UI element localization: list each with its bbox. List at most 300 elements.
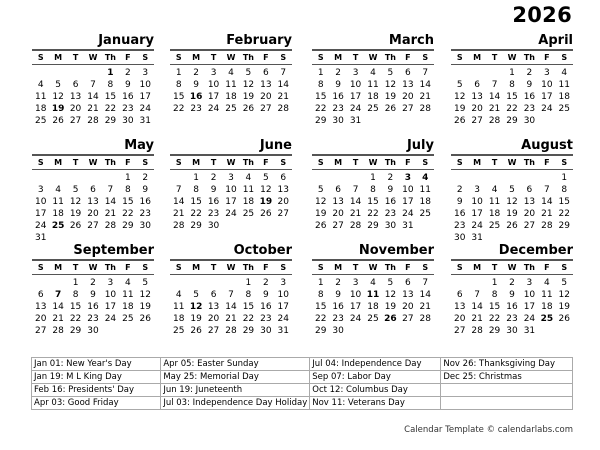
- day-cell: 26: [453, 116, 466, 126]
- empty-day: [32, 67, 49, 79]
- day-cell: 4: [228, 68, 234, 78]
- holiday-cell: Nov 26: Thanksgiving Day: [441, 358, 573, 371]
- day-cell: 3: [352, 68, 359, 78]
- day-grid: [32, 277, 154, 337]
- day-cell: 2: [387, 173, 394, 183]
- weekday-label: S: [561, 53, 568, 62]
- weekday-label: M: [473, 53, 482, 62]
- holiday-cell: Jul 04: Independence Day: [310, 358, 441, 371]
- day-grid: [312, 172, 434, 232]
- day-cell: 13: [402, 290, 414, 300]
- weekday-label: S: [317, 158, 324, 167]
- empty-day: [468, 277, 485, 289]
- month-title: October: [170, 243, 292, 261]
- empty-day: [451, 67, 468, 79]
- month-april: [451, 33, 573, 127]
- weekday-label: S: [422, 158, 429, 167]
- day-cell: 21: [541, 209, 553, 219]
- day-cell: 20: [471, 104, 483, 114]
- day-cell: 4: [491, 185, 498, 195]
- day-cell: 18: [367, 92, 379, 102]
- weekday-label: Th: [523, 263, 535, 272]
- day-cell: 29: [367, 221, 379, 231]
- day-cell: 26: [506, 221, 518, 231]
- weekday-label: W: [507, 158, 517, 167]
- day-cell: 13: [207, 302, 220, 312]
- day-cell: 10: [349, 80, 362, 90]
- day-cell: 30: [332, 326, 344, 336]
- day-cell: 29: [314, 326, 327, 336]
- day-cell: 25: [242, 209, 255, 219]
- day-cell: 19: [190, 314, 202, 324]
- holiday-cell: Apr 05: Easter Sunday: [161, 358, 310, 371]
- holiday-cell: Feb 16: Presidents' Day: [32, 384, 161, 397]
- day-cell: 8: [245, 290, 252, 300]
- day-cell: 4: [245, 173, 252, 183]
- day-cell: 6: [404, 68, 411, 78]
- month-january: [32, 33, 154, 127]
- day-cell: 23: [384, 209, 397, 219]
- holiday-day: 25: [540, 314, 554, 324]
- empty-day: [347, 172, 364, 184]
- day-cell: 21: [87, 104, 99, 114]
- month-march: [312, 33, 434, 127]
- day-cell: 10: [402, 185, 414, 195]
- weekday-label: Th: [384, 158, 396, 167]
- day-cell: 27: [277, 209, 289, 219]
- weekday-label: Th: [242, 53, 254, 62]
- empty-day: [32, 172, 49, 184]
- day-cell: 21: [52, 314, 64, 324]
- day-cell: 21: [488, 104, 501, 114]
- day-cell: 28: [87, 116, 99, 126]
- empty-day: [468, 67, 485, 79]
- weekday-label: W: [226, 263, 236, 272]
- day-cell: 2: [262, 278, 269, 288]
- day-cell: 6: [335, 185, 341, 195]
- weekday-label: W: [88, 53, 98, 62]
- day-grid: [170, 172, 292, 232]
- day-cell: 12: [506, 197, 518, 207]
- day-cell: 16: [260, 302, 272, 312]
- day-cell: 29: [190, 221, 202, 231]
- day-cell: 29: [122, 221, 134, 231]
- day-cell: 2: [124, 68, 131, 78]
- day-cell: 9: [509, 290, 515, 300]
- holiday-cell: Jul 03: Independence Day Holiday: [161, 397, 310, 410]
- weekday-label: Th: [104, 263, 116, 272]
- day-cell: 11: [225, 80, 237, 90]
- day-cell: 4: [370, 278, 376, 288]
- day-cell: 17: [349, 302, 362, 312]
- month-december: [451, 243, 573, 337]
- day-cell: 13: [523, 197, 536, 207]
- day-cell: 3: [526, 278, 533, 288]
- day-cell: 26: [558, 314, 570, 324]
- day-cell: 2: [509, 278, 515, 288]
- month-title: March: [312, 33, 434, 51]
- day-cell: 12: [453, 92, 466, 102]
- month-september: [32, 243, 154, 337]
- day-cell: 25: [172, 326, 185, 336]
- day-cell: 11: [419, 185, 431, 195]
- weekday-label: F: [125, 158, 131, 167]
- day-cell: 29: [104, 116, 117, 126]
- day-cell: 30: [87, 326, 99, 336]
- day-cell: 16: [384, 197, 397, 207]
- weekday-label: M: [54, 53, 63, 62]
- day-cell: 21: [419, 92, 431, 102]
- holiday-day: 4: [422, 173, 429, 183]
- weekday-label: T: [210, 53, 217, 62]
- day-cell: 1: [370, 173, 376, 183]
- day-cell: 7: [491, 80, 498, 90]
- day-cell: 7: [175, 185, 182, 195]
- day-cell: 20: [277, 197, 289, 207]
- empty-day: [521, 172, 538, 184]
- holiday-day: 1: [107, 68, 114, 78]
- day-cell: 3: [474, 185, 480, 195]
- day-cell: 30: [332, 116, 344, 126]
- day-cell: 7: [422, 278, 429, 288]
- weekday-label: S: [142, 158, 149, 167]
- weekday-label: S: [142, 263, 149, 272]
- day-cell: 21: [471, 314, 483, 324]
- day-cell: 24: [523, 314, 536, 324]
- month-title: September: [32, 243, 154, 261]
- day-cell: 22: [367, 209, 379, 219]
- weekday-label: F: [263, 263, 269, 272]
- day-cell: 9: [335, 290, 341, 300]
- day-cell: 16: [453, 209, 466, 219]
- day-cell: 27: [260, 104, 272, 114]
- day-cell: 1: [124, 173, 131, 183]
- day-cell: 22: [104, 104, 117, 114]
- day-cell: 19: [384, 92, 397, 102]
- day-cell: 1: [317, 278, 324, 288]
- empty-day: [486, 67, 503, 79]
- empty-day: [32, 277, 49, 289]
- empty-day: [222, 277, 239, 289]
- day-cell: 13: [69, 92, 82, 102]
- day-cell: 13: [471, 92, 483, 102]
- holiday-cell: Sep 07: Labor Day: [310, 371, 441, 384]
- holiday-day: 7: [55, 290, 62, 300]
- empty-day: [503, 172, 520, 184]
- holiday-row: [32, 397, 573, 410]
- day-cell: 10: [225, 185, 237, 195]
- weekday-label: T: [352, 53, 359, 62]
- day-cell: 4: [37, 80, 44, 90]
- day-cell: 11: [122, 290, 134, 300]
- day-cell: 17: [523, 302, 536, 312]
- holiday-day: 3: [404, 173, 411, 183]
- day-cell: 11: [367, 80, 379, 90]
- day-cell: 2: [335, 278, 341, 288]
- day-cell: 18: [488, 209, 501, 219]
- footer-credit: Calendar Template © calendarlabs.com: [404, 425, 573, 435]
- day-cell: 18: [52, 209, 64, 219]
- day-cell: 18: [541, 302, 553, 312]
- month-title: August: [451, 138, 573, 156]
- day-cell: 20: [260, 92, 272, 102]
- day-cell: 27: [453, 326, 466, 336]
- weekday-label: M: [192, 53, 201, 62]
- day-grid: [32, 67, 154, 127]
- weekday-header: [32, 261, 154, 275]
- weekday-label: T: [72, 158, 79, 167]
- day-cell: 7: [352, 185, 359, 195]
- day-cell: 6: [474, 80, 480, 90]
- day-cell: 25: [34, 116, 47, 126]
- day-cell: 26: [314, 221, 327, 231]
- day-cell: 12: [242, 80, 255, 90]
- day-cell: 13: [332, 197, 344, 207]
- day-cell: 12: [139, 290, 151, 300]
- day-cell: 28: [104, 221, 117, 231]
- weekday-label: W: [88, 263, 98, 272]
- day-cell: 1: [491, 278, 498, 288]
- weekday-label: T: [491, 158, 498, 167]
- holiday-row: [32, 371, 573, 384]
- day-cell: 2: [142, 173, 149, 183]
- day-cell: 29: [506, 116, 518, 126]
- day-cell: 24: [104, 314, 117, 324]
- holiday-day: 16: [189, 92, 203, 102]
- weekday-label: T: [72, 263, 79, 272]
- day-cell: 22: [488, 314, 501, 324]
- weekday-label: F: [125, 53, 131, 62]
- day-cell: 12: [69, 197, 82, 207]
- day-cell: 31: [523, 326, 536, 336]
- day-cell: 16: [207, 197, 220, 207]
- day-cell: 27: [471, 116, 483, 126]
- day-cell: 24: [139, 104, 151, 114]
- day-cell: 14: [541, 197, 553, 207]
- day-cell: 22: [69, 314, 82, 324]
- weekday-label: S: [456, 263, 463, 272]
- weekday-label: F: [405, 263, 411, 272]
- day-cell: 14: [349, 197, 362, 207]
- empty-day: [67, 172, 84, 184]
- day-cell: 17: [277, 302, 289, 312]
- day-cell: 20: [69, 104, 82, 114]
- weekday-label: Th: [104, 53, 116, 62]
- holiday-row: [32, 358, 573, 371]
- empty-day: [49, 277, 66, 289]
- day-cell: 30: [523, 116, 536, 126]
- day-cell: 25: [419, 209, 431, 219]
- weekday-label: F: [405, 53, 411, 62]
- day-cell: 28: [225, 326, 237, 336]
- day-cell: 18: [367, 302, 379, 312]
- day-cell: 27: [207, 326, 220, 336]
- weekday-label: M: [54, 158, 63, 167]
- day-cell: 15: [314, 92, 327, 102]
- day-cell: 3: [37, 185, 44, 195]
- empty-day: [486, 172, 503, 184]
- day-cell: 15: [506, 92, 518, 102]
- day-cell: 22: [314, 314, 327, 324]
- day-cell: 6: [210, 290, 217, 300]
- empty-day: [84, 172, 101, 184]
- day-cell: 13: [260, 80, 272, 90]
- holiday-day: 11: [366, 290, 380, 300]
- day-cell: 29: [69, 326, 82, 336]
- day-cell: 22: [172, 104, 185, 114]
- day-cell: 7: [474, 290, 480, 300]
- day-cell: 24: [349, 104, 362, 114]
- month-title: May: [32, 138, 154, 156]
- day-cell: 3: [352, 278, 359, 288]
- day-cell: 7: [422, 68, 429, 78]
- day-cell: 6: [526, 185, 533, 195]
- day-cell: 6: [456, 290, 463, 300]
- day-cell: 30: [506, 326, 518, 336]
- day-cell: 7: [107, 185, 114, 195]
- day-cell: 8: [107, 80, 114, 90]
- day-cell: 20: [332, 209, 344, 219]
- day-cell: 20: [402, 92, 414, 102]
- day-cell: 28: [541, 221, 553, 231]
- day-cell: 31: [402, 221, 414, 231]
- day-cell: 31: [34, 233, 47, 243]
- day-cell: 5: [245, 68, 252, 78]
- weekday-label: S: [280, 53, 287, 62]
- weekday-label: T: [352, 263, 359, 272]
- weekday-label: M: [192, 263, 201, 272]
- weekday-label: F: [544, 263, 550, 272]
- day-cell: 11: [488, 197, 501, 207]
- day-cell: 8: [509, 80, 515, 90]
- day-cell: 19: [506, 209, 518, 219]
- day-cell: 15: [190, 197, 202, 207]
- day-cell: 3: [142, 68, 149, 78]
- holiday-day: 26: [384, 314, 397, 324]
- weekday-header: [312, 51, 434, 65]
- day-cell: 25: [367, 104, 379, 114]
- weekday-label: S: [37, 158, 44, 167]
- weekday-label: S: [317, 53, 324, 62]
- day-cell: 9: [387, 185, 394, 195]
- day-cell: 15: [69, 302, 82, 312]
- day-cell: 14: [172, 197, 185, 207]
- day-cell: 23: [87, 314, 99, 324]
- day-cell: 24: [402, 209, 414, 219]
- day-cell: 15: [558, 197, 570, 207]
- day-cell: 25: [488, 221, 501, 231]
- day-cell: 10: [34, 197, 47, 207]
- day-cell: 25: [122, 314, 134, 324]
- day-cell: 4: [543, 278, 550, 288]
- empty-day: [170, 172, 187, 184]
- day-cell: 13: [34, 302, 47, 312]
- day-cell: 23: [122, 104, 134, 114]
- weekday-label: Th: [384, 53, 396, 62]
- day-cell: 5: [142, 278, 149, 288]
- day-cell: 7: [543, 185, 550, 195]
- weekday-label: S: [422, 53, 429, 62]
- day-cell: 30: [384, 221, 397, 231]
- day-cell: 9: [262, 290, 269, 300]
- day-cell: 25: [558, 104, 570, 114]
- holiday-cell: Jan 01: New Year's Day: [32, 358, 161, 371]
- weekday-label: S: [280, 263, 287, 272]
- day-cell: 20: [87, 209, 99, 219]
- month-july: [312, 138, 434, 232]
- day-grid: [170, 67, 292, 115]
- day-cell: 20: [453, 314, 466, 324]
- day-cell: 24: [207, 104, 220, 114]
- day-cell: 24: [225, 209, 237, 219]
- month-title: April: [451, 33, 573, 51]
- holiday-cell: Oct 12: Columbus Day: [310, 384, 441, 397]
- day-cell: 16: [332, 92, 344, 102]
- day-cell: 30: [453, 233, 466, 243]
- day-cell: 27: [523, 221, 536, 231]
- month-title: January: [32, 33, 154, 51]
- day-cell: 4: [124, 278, 131, 288]
- weekday-label: Th: [242, 158, 254, 167]
- weekday-header: [451, 156, 573, 170]
- day-cell: 30: [207, 221, 220, 231]
- day-cell: 8: [124, 185, 131, 195]
- empty-day: [451, 172, 468, 184]
- day-cell: 26: [260, 209, 272, 219]
- day-cell: 23: [506, 314, 518, 324]
- day-cell: 26: [190, 326, 202, 336]
- day-cell: 16: [506, 302, 518, 312]
- day-cell: 22: [190, 209, 202, 219]
- day-cell: 21: [349, 209, 362, 219]
- day-cell: 16: [139, 197, 151, 207]
- weekday-label: M: [192, 158, 201, 167]
- day-cell: 24: [541, 104, 553, 114]
- weekday-header: [170, 51, 292, 65]
- day-cell: 4: [370, 68, 376, 78]
- day-cell: 3: [543, 68, 550, 78]
- day-cell: 28: [471, 326, 483, 336]
- day-cell: 14: [419, 80, 431, 90]
- day-cell: 21: [225, 314, 237, 324]
- day-cell: 27: [402, 314, 414, 324]
- day-cell: 27: [87, 221, 99, 231]
- day-cell: 28: [52, 326, 64, 336]
- day-cell: 8: [370, 185, 376, 195]
- day-cell: 20: [402, 302, 414, 312]
- day-cell: 16: [523, 92, 536, 102]
- day-cell: 9: [335, 80, 341, 90]
- day-cell: 6: [37, 290, 44, 300]
- day-cell: 5: [55, 80, 61, 90]
- day-cell: 5: [561, 278, 568, 288]
- day-cell: 24: [471, 221, 483, 231]
- holiday-row: [32, 384, 573, 397]
- day-cell: 17: [471, 209, 483, 219]
- day-cell: 17: [207, 92, 220, 102]
- day-cell: 31: [471, 233, 483, 243]
- day-cell: 4: [561, 68, 568, 78]
- weekday-label: Th: [242, 263, 254, 272]
- day-cell: 1: [193, 173, 199, 183]
- weekday-label: F: [263, 53, 269, 62]
- day-cell: 2: [90, 278, 96, 288]
- day-cell: 10: [471, 197, 483, 207]
- day-cell: 1: [175, 68, 182, 78]
- day-cell: 26: [69, 221, 82, 231]
- weekday-label: W: [507, 263, 517, 272]
- day-cell: 21: [172, 209, 185, 219]
